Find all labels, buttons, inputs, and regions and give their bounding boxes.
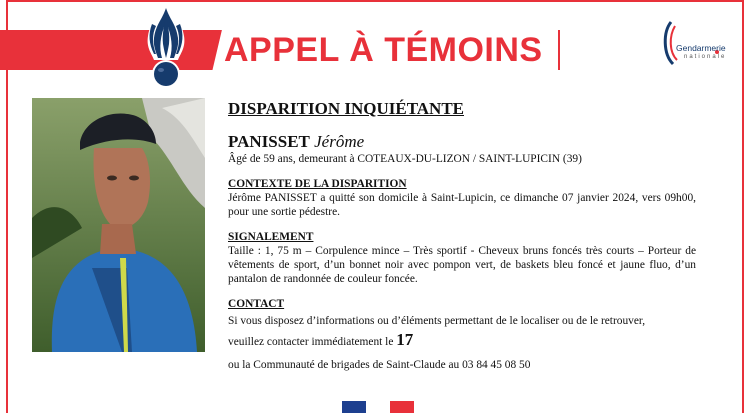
- french-flag-icon: [342, 401, 414, 413]
- person-given-name: Jérôme: [314, 132, 365, 151]
- notice-title: DISPARITION INQUIÉTANTE: [228, 99, 464, 118]
- notice-body: [228, 99, 696, 372]
- person-name: [228, 132, 696, 152]
- context-section: [228, 177, 696, 219]
- contact-line2: [228, 330, 696, 349]
- context-text: Jérôme PANISSET a quitté son domicile à Saint-Lupicin, ce dimanche 07 janvier 2024, vers 09h00, pour une sortie pédestre.: [228, 192, 696, 218]
- description-text: Taille : 1, 75 m – Corpulence mince – Très sportif - Cheveux bruns foncés très courts – Porteur de vêtements de sport, d’un bonnet noir avec pompon vert, de baskets bleu foncé et jaune fluo, d’un pantalon de randonnée de couleur foncée.: [228, 245, 696, 285]
- person-age-residence: Âgé de 59 ans, demeurant à COTEAUX-DU-LIZON / SAINT-LUPICIN (39): [228, 153, 582, 165]
- description-heading: SIGNALEMENT: [228, 231, 314, 243]
- logo-line1: Gendarmerie: [676, 43, 726, 53]
- contact-line1: Si vous disposez d’informations ou d’éléments permettant de le localiser ou de le retrouver,: [228, 315, 646, 327]
- missing-person-photo: [32, 98, 205, 352]
- person-surname: PANISSET: [228, 132, 310, 151]
- logo-line2: nationale: [684, 54, 727, 60]
- contact-heading: CONTACT: [228, 298, 285, 310]
- contact-section: [228, 297, 696, 372]
- contact-line2-prefix: veuillez contacter immédiatement le: [228, 336, 397, 348]
- gendarmerie-logo-text: [676, 44, 726, 62]
- grenade-flame-icon: [140, 4, 192, 92]
- description-section: [228, 230, 696, 286]
- headline: APPEL À TÉMOINS: [224, 31, 543, 69]
- emergency-number: 17: [396, 330, 414, 349]
- contact-line3: ou la Communauté de brigades de Saint-Claude au 03 84 45 08 50: [228, 359, 531, 371]
- context-heading: CONTEXTE DE LA DISPARITION: [228, 178, 407, 190]
